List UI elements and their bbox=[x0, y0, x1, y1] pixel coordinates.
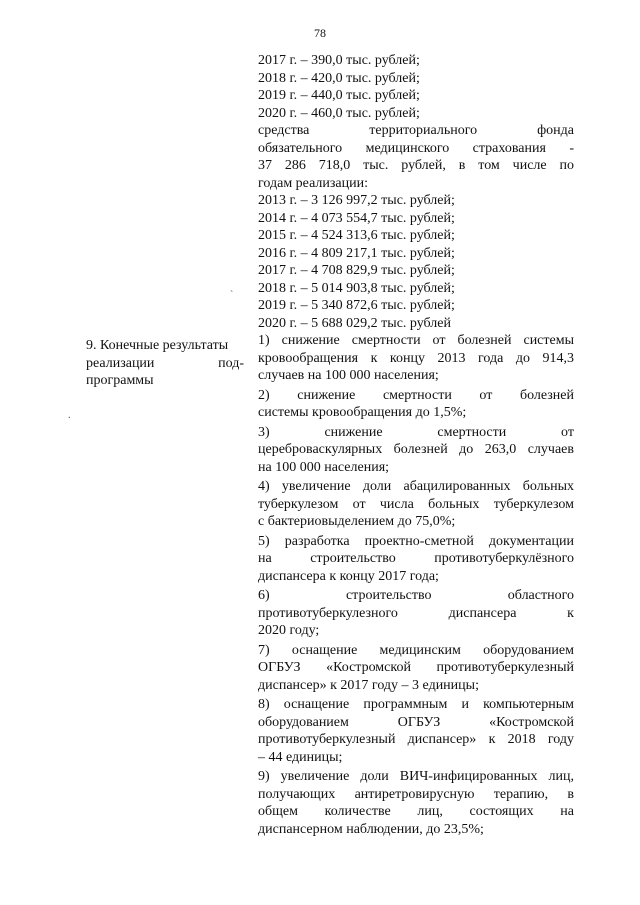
result-line: 2) снижение смертности от болезней bbox=[258, 387, 574, 403]
scan-mark: . bbox=[68, 410, 71, 421]
page-number: 78 bbox=[314, 26, 326, 40]
funding-years-ffoms bbox=[258, 192, 574, 332]
results-list bbox=[258, 332, 574, 838]
result-line: 2020 году; bbox=[258, 623, 320, 638]
result-item bbox=[258, 768, 574, 838]
ffoms-intro-line: средства территориального фонда bbox=[258, 123, 574, 138]
result-line: 3) снижение смертности от bbox=[258, 424, 574, 440]
result-line: на строительство противотуберкулёзного bbox=[258, 551, 574, 566]
result-line: – 44 единицы; bbox=[258, 749, 343, 765]
results-label-line: реализации под- bbox=[86, 355, 244, 371]
result-line: оборудованием ОГБУЗ «Костромской bbox=[258, 714, 574, 730]
result-item bbox=[258, 587, 574, 640]
result-item bbox=[258, 533, 574, 586]
funding-year-line: 2018 г. – 420,0 тыс. рублей; bbox=[258, 70, 420, 86]
result-line: получающих антиретровирусную терапию, в bbox=[258, 786, 574, 802]
result-line: цереброваскулярных болезней до 263,0 случаев bbox=[258, 442, 574, 457]
results-label-cell bbox=[86, 337, 244, 390]
result-item bbox=[258, 642, 574, 695]
funding-year-line: 2020 г. – 5 688 029,2 тыс. рублей bbox=[258, 315, 451, 331]
result-line: 5) разработка проектно-сметной документации bbox=[258, 533, 574, 549]
result-line: случаев на 100 000 населения; bbox=[258, 368, 439, 383]
funding-year-line: 2018 г. – 5 014 903,8 тыс. рублей; bbox=[258, 280, 455, 296]
result-line: диспансера к концу 2017 года; bbox=[258, 568, 439, 584]
result-item bbox=[258, 696, 574, 766]
result-line: 1) снижение смертности от болезней системы bbox=[258, 333, 574, 348]
funding-year-line: 2015 г. – 4 524 313,6 тыс. рублей; bbox=[258, 228, 455, 243]
result-line: 7) оснащение медицинским оборудованием bbox=[258, 642, 574, 658]
result-line: ОГБУЗ «Костромской противотуберкулезный bbox=[258, 660, 574, 675]
results-label-line: 9. Конечные результаты bbox=[86, 338, 229, 353]
result-line: общем количестве лиц, состоящих на bbox=[258, 804, 574, 819]
ffoms-intro-line: обязательного медицинского страхования - bbox=[258, 140, 574, 156]
funding-year-line: 2013 г. – 3 126 997,2 тыс. рублей; bbox=[258, 193, 455, 208]
result-line: кровообращения к концу 2013 года до 914,3 bbox=[258, 350, 574, 366]
result-line: 6) строительство областного bbox=[258, 588, 574, 603]
result-item bbox=[258, 478, 574, 531]
content-column bbox=[258, 52, 574, 838]
funding-year-line: 2019 г. – 440,0 тыс. рублей; bbox=[258, 88, 420, 103]
result-line: 8) оснащение программным и компьютерным bbox=[258, 697, 574, 712]
result-item bbox=[258, 332, 574, 385]
result-line: 4) увеличение доли абацилированных больных bbox=[258, 479, 574, 494]
result-line: диспансерном наблюдении, до 23,5%; bbox=[258, 821, 484, 837]
result-line: на 100 000 населения; bbox=[258, 459, 390, 475]
result-item bbox=[258, 424, 574, 477]
funding-years-start bbox=[258, 52, 574, 122]
funding-year-line: 2014 г. – 4 073 554,7 тыс. рублей; bbox=[258, 210, 455, 226]
funding-year-line: 2019 г. – 5 340 872,6 тыс. рублей; bbox=[258, 298, 455, 313]
result-line: противотуберкулезный диспансер» к 2018 году bbox=[258, 732, 574, 747]
result-line: системы кровообращения до 1,5%; bbox=[258, 405, 467, 420]
result-line: диспансер» к 2017 году – 3 единицы; bbox=[258, 677, 479, 693]
ffoms-intro bbox=[258, 122, 574, 192]
funding-year-line: 2017 г. – 390,0 тыс. рублей; bbox=[258, 53, 420, 68]
result-line: туберкулезом от числа больных туберкулезом bbox=[258, 496, 574, 512]
funding-year-line: 2017 г. – 4 708 829,9 тыс. рублей; bbox=[258, 263, 455, 278]
result-item bbox=[258, 387, 574, 422]
result-line: противотуберкулезного диспансера к bbox=[258, 605, 574, 621]
results-label-line: программы bbox=[86, 373, 154, 388]
ffoms-intro-line: 37 286 718,0 тыс. рублей, в том числе по bbox=[258, 158, 574, 173]
scan-mark: ` bbox=[230, 290, 234, 301]
result-line: с бактериовыделением до 75,0%; bbox=[258, 514, 456, 529]
result-line: 9) увеличение доли ВИЧ-инфицированных лиц, bbox=[258, 769, 574, 784]
ffoms-intro-line: годам реализации: bbox=[258, 175, 368, 191]
funding-year-line: 2016 г. – 4 809 217,1 тыс. рублей; bbox=[258, 245, 455, 261]
funding-year-line: 2020 г. – 460,0 тыс. рублей; bbox=[258, 105, 420, 121]
